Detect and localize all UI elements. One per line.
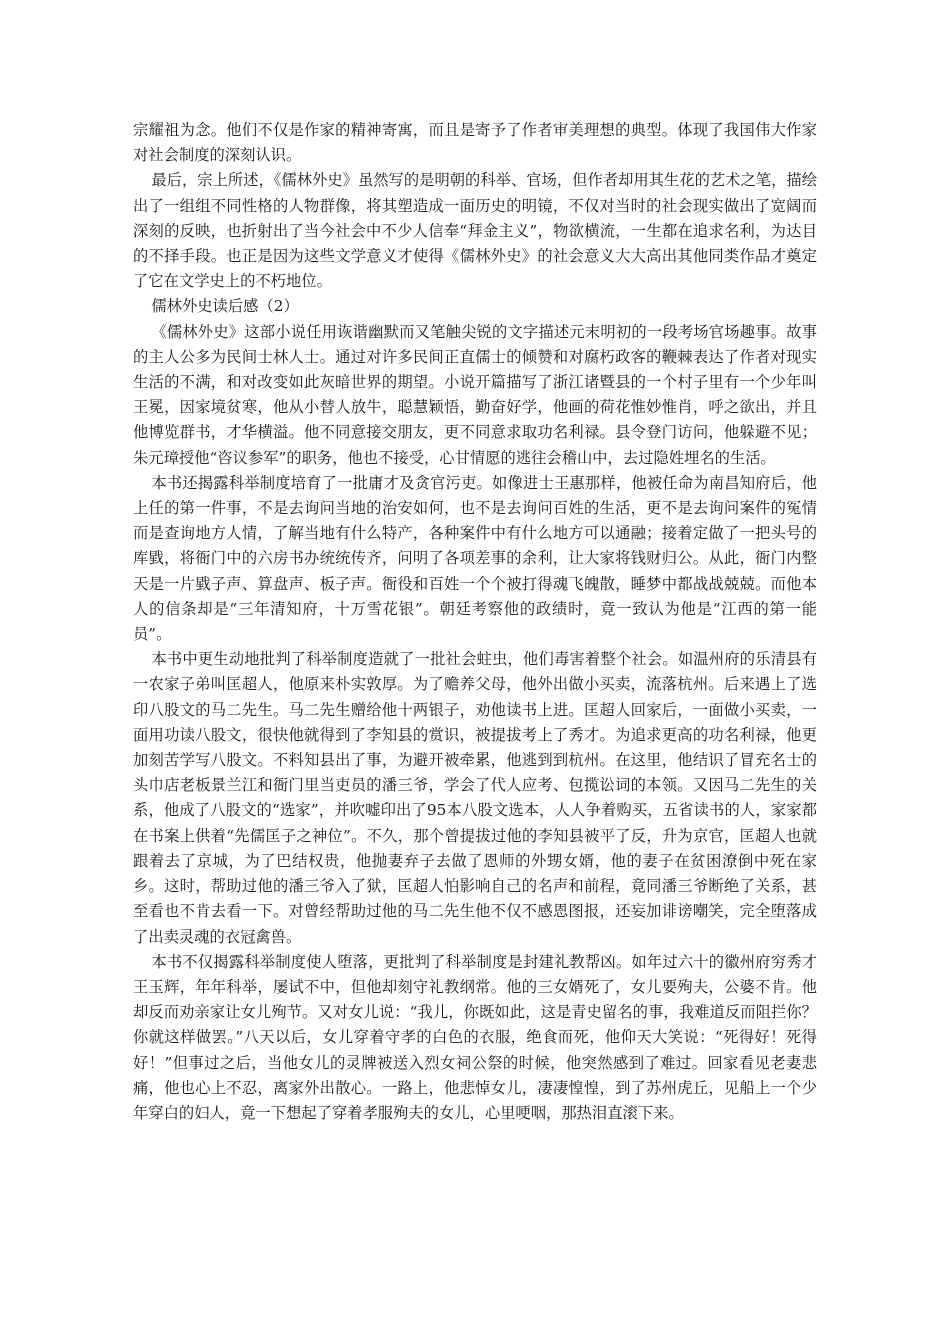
body-paragraph: 本书不仅揭露科举制度使人堕落，更批判了科举制度是封建礼教帮凶。如年过六十的徽州府穷秀才王玉辉，年年科举，屡试不中，但他却刻守礼教纲常。他的三女婿死了，女儿要殉夫，公婆不肯。他却反而劝亲家让女儿殉节。又对女儿说：“我儿，你既如此，这是青史留名的事，我难道反而阻拦你？你就这样做罢。”八天以后，女儿穿着守孝的白色的衣服，绝食而死，他仰天大笑说：“死得好！死得好！”但事过之后，当他女儿的灵牌被送入烈女祠公祭的时候，他突然感到了难过。回家看见老妻悲痛，他也心上不忍，离家外出散心。一路上，他悲悼女儿，凄凄惶惶，到了苏州虎丘，见船上一个少年穿白的妇人，竟一下想起了穿着孝服殉夫的女儿，心里哽咽，那热泪直滚下来。 [133, 952, 817, 1122]
paragraph-continuation: 宗耀祖为念。他们不仅是作家的精神寄寓，而且是寄予了作者审美理想的典型。体现了我国伟大作家对社会制度的深刻认识。 [133, 121, 817, 165]
body-paragraph: 本书中更生动地批判了科举制度造就了一批社会蛀虫，他们毒害着整个社会。如温州府的乐清县有一农家子弟叫匡超人，他原来朴实敦厚。为了赡养父母，他外出做小买卖，流落杭州。后来遇上了选印八股文的马二先生。马二先生赠给他十两银子，劝他读书上进。匡超人回家后，一面做小买卖，一面用功读八股文，很快他就得到了李知县的赏识，被提拔考上了秀才。为追求更高的功名利禄，他更加刻苦学写八股文。不料知县出了事，为避开被牵累，他逃到到杭州。在这里，他结识了冒充名士的头巾店老板景兰江和衙门里当吏员的潘三爷，学会了代人应考、包揽讼词的本领。又因马二先生的关系，他成了八股文的“选家”，并吹嘘印出了95本八股文选本，人人争着购买，五省读书的人，家家都在书案上供着“先儒匡子之神位”。不久，那个曾提拔过他的李知县被平了反，升为京官，匡超人也就跟着去了京城，为了巴结权贵，他抛妻弃子去做了恩师的外甥女婿，他的妻子在贫困潦倒中死在家乡。这时，帮助过他的潘三爷入了狱，匡超人怕影响自己的名声和前程，竟同潘三爷断绝了关系，甚至看也不肯去看一下。对曾经帮助过他的马二先生他不仅不感恩图报，还妄加诽谤嘲笑，完全堕落成了出卖灵魂的衣冠禽兽。 [133, 650, 817, 946]
section-title: 儒林外史读后感（2） [151, 297, 299, 316]
body-paragraph: 本书还揭露科举制度培育了一批庸才及贪官污吏。如像进士王惠那样，他被任命为南昌知府后，他上任的第一件事，不是去询问当地的治安如何，也不是去询问百姓的生活，更不是去询问案件的冤情而是查询地方人情，了解当地有什么特产，各种案件中有什么地方可以通融；接着定做了一把头号的库戥，将衙门中的六房书办统统传齐，问明了各项差事的余利，让大家将钱财归公。从此，衙门内整天是一片戥子声、算盘声、板子声。衙役和百姓一个个被打得魂飞魄散，睡梦中都战战兢兢。而他本人的信条却是“三年清知府，十万雪花银”。朝廷考察他的政绩时，竟一致认为他是“江西的第一能员”。 [133, 473, 817, 644]
document-page [133, 118, 817, 1126]
body-paragraph: 《儒林外史》这部小说任用诙谐幽默而又笔触尖锐的文字描述元末明初的一段考场官场趣事。故事的主人公多为民间士林人士。通过对许多民间正直儒士的倾赞和对腐朽政客的鞭棘表达了作者对现实生活的不满，和对改变如此灰暗世界的期望。小说开篇描写了浙江诸暨县的一个村子里有一个少年叫王冕，因家境贫寒，他从小替人放牛，聪慧颖悟，勤奋好学，他画的荷花惟妙惟肖，呼之欲出，并且他博览群书，才华横溢。他不同意接交朋友，更不同意求取功名利禄。县令登门访问，他躲避不见；朱元璋授他“咨议参军”的职务，他也不接受，心甘情愿的逃往会稽山中，去过隐姓埋名的生活。 [133, 322, 817, 467]
paragraph-conclusion: 最后，宗上所述，《儒林外史》虽然写的是明朝的科举、官场，但作者却用其生花的艺术之笔，描绘出了一组组不同性格的人物群像，将其塑造成一面历史的明镜，不仅对当时的社会现实做出了宽阔而深刻的反映，也折射出了当今社会中不少人信奉“拜金主义”，物欲横流，一生都在追求名利，为达目的不择手段。也正是因为这些文学意义才使得《儒林外史》的社会意义大大高出其他同类作品才奠定了它在文学史上的不朽地位。 [133, 171, 817, 291]
